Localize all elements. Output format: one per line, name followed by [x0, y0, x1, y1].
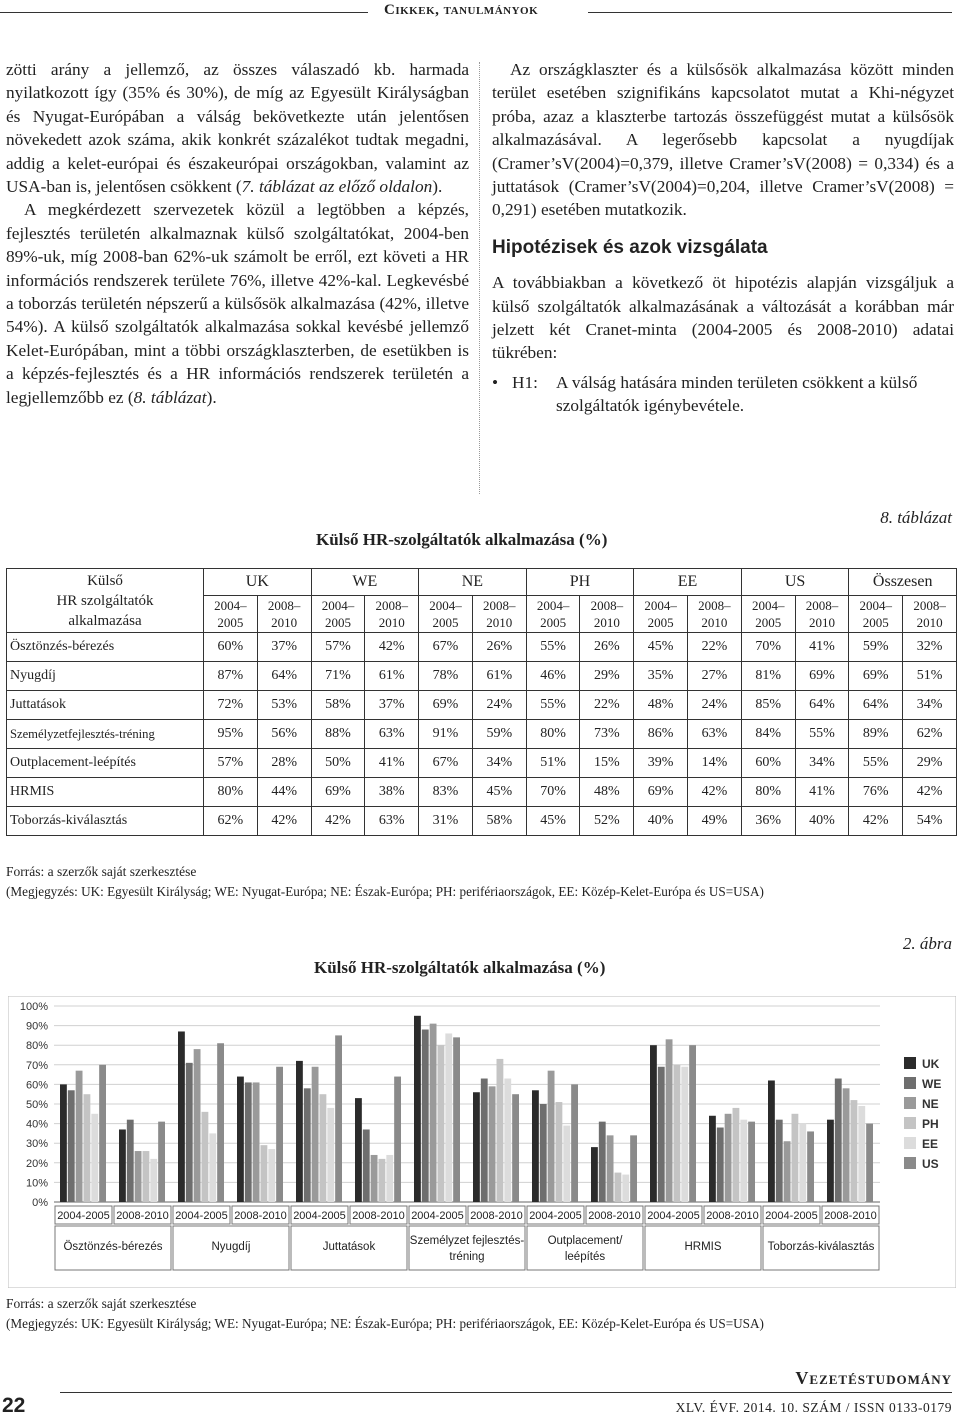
table-source: Forrás: a szerzők saját szerkesztése	[6, 864, 197, 879]
table-cell: 80%	[526, 720, 580, 749]
table-cell: 55%	[526, 691, 580, 720]
bar	[150, 1159, 157, 1202]
legend-label: UK	[922, 1057, 940, 1071]
y-tick-label: 60%	[25, 1079, 48, 1092]
table-note: (Megjegyzés: UK: Egyesült Királyság; WE: Nyugat-Európa; NE: Észak-Európa; PH: perifériaországok, EE: Közép-Kelet-Európa és US=USA)	[6, 884, 764, 899]
table-cell: 69%	[795, 662, 849, 691]
table-cell: 61%	[365, 662, 419, 691]
group-label: leépítés	[564, 1251, 606, 1263]
period-label: 2004-2005	[411, 1210, 464, 1222]
year-header: 2004– 2005	[204, 596, 258, 633]
table-corner-header: Külső HR szolgáltatók alkalmazása	[7, 569, 204, 633]
bar	[709, 1116, 716, 1202]
table-row	[7, 633, 957, 662]
table-cell: 34%	[903, 691, 957, 720]
bar	[748, 1122, 755, 1202]
bar	[237, 1077, 244, 1202]
bar	[607, 1135, 614, 1202]
bar	[776, 1120, 783, 1202]
group-label: tréning	[449, 1251, 485, 1263]
table-cell: 69%	[849, 662, 903, 691]
table-row	[7, 807, 957, 836]
table-cell: 78%	[419, 662, 473, 691]
group-label: HRMIS	[684, 1241, 722, 1253]
table-cell: 42%	[257, 807, 311, 836]
table-cell: 14%	[688, 749, 742, 778]
group-label-box	[527, 1226, 643, 1270]
table-cell: 54%	[903, 807, 957, 836]
bar	[127, 1120, 134, 1202]
bar	[135, 1151, 142, 1202]
bar	[99, 1065, 106, 1202]
year-header: 2008– 2010	[688, 596, 742, 633]
year-header: 2008– 2010	[472, 596, 526, 633]
cluster-header: US	[741, 569, 849, 596]
group-label: Juttatások	[322, 1241, 376, 1253]
cluster-header: PH	[526, 569, 634, 596]
table-cell: 84%	[741, 720, 795, 749]
legend-swatch	[904, 1157, 916, 1169]
table-cell: 48%	[580, 778, 634, 807]
section-title: Cikkek, tanulmányok	[384, 2, 539, 18]
row-label: HRMIS	[7, 778, 204, 807]
column-separator	[479, 62, 480, 494]
bar	[363, 1129, 370, 1202]
left-paragraph-2: A megkérdezett szervezetek közül a legtöbben a képzés, fejlesztés területén alkalmaznak külső szolgáltatókat, 2004-ben 89%-uk, míg 2008-ban 62%-uk számolt be erről, ezt követi a HR információs rendszerek területe 76%, illetve 42%-kal. Legkevésbé a toborzás területén népszerű a külsősök alkalmazása (42%, illetve 54%). A külső szolgáltatók alkalmazása sokkal kevésbé jellemző Kelet-Európában, mint a többi országklaszterben, de esetükben is a képzés-fejlesztés és a HR információs rendszerek területén a legjellemzőbb ez (8. táblázat).	[6, 200, 469, 407]
right-paragraph-1: Az országklaszter és a külsősök alkalmazása között minden terület esetében szignifikáns kapcsolatot mutat a Khi-négyzet próba, azaz a klaszterbe tartozás összefüggést mutat a külsősök alkalmazásával. A legerősebb kapcsolat a nyugdíjak (Cramer’sV(2004)=0,379, illetve Cramer’sV(2008) = 0,334) és a juttatások (Cramer’sV(2004)=0,204, illetve Cramer’sV(2008) = 0,291) esetében mutatkozik.	[492, 60, 954, 220]
bar	[563, 1126, 570, 1202]
table-cell: 83%	[419, 778, 473, 807]
table-cell: 69%	[634, 778, 688, 807]
bar	[268, 1149, 275, 1202]
period-label: 2004-2005	[529, 1210, 582, 1222]
group-label: Nyugdíj	[211, 1241, 251, 1253]
table-cell: 45%	[526, 807, 580, 836]
table-row	[7, 778, 957, 807]
table-cell: 41%	[795, 633, 849, 662]
section-heading: Hipotézisek és azok vizsgálata	[492, 236, 768, 258]
bar	[481, 1079, 488, 1202]
table-title: Külső HR-szolgáltatók alkalmazása (%)	[316, 530, 608, 549]
bar	[186, 1063, 193, 1202]
table-cell: 71%	[311, 662, 365, 691]
table-caption-number: 8. táblázat	[880, 508, 952, 527]
table-cell: 52%	[580, 807, 634, 836]
table-cell: 46%	[526, 662, 580, 691]
table-cell: 59%	[472, 720, 526, 749]
legend-label: EE	[922, 1137, 939, 1151]
table-cell: 55%	[795, 720, 849, 749]
table-cell: 22%	[580, 691, 634, 720]
table-cell: 55%	[849, 749, 903, 778]
bar	[650, 1045, 657, 1202]
data-table	[6, 568, 957, 836]
bar-chart	[8, 996, 956, 1288]
bar-chart-svg	[8, 996, 956, 1288]
table-cell: 50%	[311, 749, 365, 778]
bar	[827, 1120, 834, 1202]
group-label: Toborzás-kiválasztás	[767, 1241, 875, 1253]
table-cell: 56%	[257, 720, 311, 749]
y-tick-label: 0%	[32, 1197, 48, 1209]
table-cell: 34%	[472, 749, 526, 778]
left-paragraph-1: zötti arány a jellemző, az összes válaszadó kb. harmada nyilatkozott így (35% és 30%), de míg az Egyesült Királyságban és Nyugat-Európában a válság bekövetkezte után jelentősen növekedett azok száma, akik konkrét százalékot tudtak megadni, addig a kelet-európai és északeurópai országokban, valamint az USA-ban is, jelentősen csökkent (7. táblázat az előző oldalon).	[6, 60, 469, 197]
bar	[866, 1124, 873, 1202]
bar	[276, 1067, 283, 1202]
hypothesis-item	[492, 371, 954, 418]
table-cell: 37%	[365, 691, 419, 720]
footer-rule	[60, 1392, 952, 1393]
year-header: 2008– 2010	[580, 596, 634, 633]
table-cell: 89%	[849, 720, 903, 749]
table-row	[7, 662, 957, 691]
table-cell: 72%	[204, 691, 258, 720]
table-row	[7, 720, 957, 749]
bar	[422, 1030, 429, 1202]
hypothesis-list	[492, 371, 954, 418]
table-cell: 40%	[795, 807, 849, 836]
table-cell: 70%	[741, 633, 795, 662]
table-cell: 91%	[419, 720, 473, 749]
table-row	[7, 749, 957, 778]
right-paragraph-2: A továbbiakban a következő öt hipotézis alapján vizsgáljuk a külső szolgáltatók alkalmazásának a változását a korábban már jelzett két Cranet-minta (2004-2005 és 2008-2010) adatai tükrében:	[492, 273, 954, 363]
right-column	[492, 58, 954, 418]
bar	[548, 1071, 555, 1202]
period-label: 2008-2010	[706, 1210, 759, 1222]
y-tick-label: 50%	[25, 1099, 48, 1111]
bar	[202, 1112, 209, 1202]
period-label: 2004-2005	[647, 1210, 700, 1222]
table-cell: 95%	[204, 720, 258, 749]
bar	[740, 1120, 747, 1202]
year-header: 2004– 2005	[311, 596, 365, 633]
legend-label: WE	[922, 1077, 942, 1091]
bar	[304, 1088, 311, 1202]
table-cell: 42%	[311, 807, 365, 836]
table-cell: 86%	[634, 720, 688, 749]
table-cell: 80%	[741, 778, 795, 807]
bar	[504, 1079, 511, 1202]
table-cell: 48%	[634, 691, 688, 720]
bar	[296, 1061, 303, 1202]
cluster-header: NE	[419, 569, 527, 596]
bar	[540, 1104, 547, 1202]
table-cell: 42%	[849, 807, 903, 836]
table-cell: 24%	[472, 691, 526, 720]
bar	[119, 1129, 126, 1202]
table-cell: 76%	[849, 778, 903, 807]
bar	[178, 1031, 185, 1202]
table-cell: 58%	[311, 691, 365, 720]
year-header: 2008– 2010	[257, 596, 311, 633]
table-cell: 44%	[257, 778, 311, 807]
bar	[807, 1131, 814, 1202]
table-cell: 85%	[741, 691, 795, 720]
figure-title: Külső HR-szolgáltatók alkalmazása (%)	[314, 958, 606, 977]
table-cell: 24%	[688, 691, 742, 720]
bar	[394, 1077, 401, 1202]
period-label: 2004-2005	[765, 1210, 818, 1222]
table-cell: 26%	[580, 633, 634, 662]
bar	[194, 1049, 201, 1202]
bar	[799, 1124, 806, 1202]
issue-info: XLV. ÉVF. 2014. 10. SZÁM / ISSN 0133-0179	[675, 1400, 952, 1415]
bar	[858, 1106, 865, 1202]
bar	[681, 1067, 688, 1202]
table-cell: 27%	[688, 662, 742, 691]
y-tick-label: 80%	[25, 1040, 48, 1053]
table-cell: 62%	[903, 720, 957, 749]
table-cell: 55%	[526, 633, 580, 662]
table-cell: 41%	[365, 749, 419, 778]
bar	[320, 1094, 327, 1202]
table-cell: 41%	[795, 778, 849, 807]
legend-swatch	[904, 1077, 916, 1089]
bar	[512, 1094, 519, 1202]
period-label: 2004-2005	[293, 1210, 346, 1222]
year-header: 2004– 2005	[419, 596, 473, 633]
bar	[327, 1108, 334, 1202]
table-cell: 63%	[365, 720, 419, 749]
table-cell: 38%	[365, 778, 419, 807]
period-label: 2008-2010	[234, 1210, 287, 1222]
table-cell: 67%	[419, 633, 473, 662]
bar	[386, 1155, 393, 1202]
table-cell: 42%	[688, 778, 742, 807]
bar	[312, 1067, 319, 1202]
table-cell: 15%	[580, 749, 634, 778]
period-label: 2008-2010	[588, 1210, 641, 1222]
table-cell: 53%	[257, 691, 311, 720]
bar	[217, 1043, 224, 1202]
table-cell: 63%	[688, 720, 742, 749]
bar	[430, 1024, 437, 1202]
bar	[733, 1108, 740, 1202]
bar	[768, 1080, 775, 1202]
year-header: 2004– 2005	[741, 596, 795, 633]
table-cell: 57%	[204, 749, 258, 778]
bar	[717, 1128, 724, 1202]
table-cell: 35%	[634, 662, 688, 691]
y-tick-label: 100%	[19, 1001, 48, 1013]
table-cell: 45%	[472, 778, 526, 807]
header-rule-left	[0, 12, 368, 13]
table-cell: 22%	[688, 633, 742, 662]
table-cell: 42%	[903, 778, 957, 807]
bar	[497, 1059, 504, 1202]
bar	[158, 1122, 165, 1202]
group-label: Ösztönzés-bérezés	[63, 1241, 163, 1253]
bar	[851, 1100, 858, 1202]
group-label-box	[409, 1226, 525, 1270]
bar	[725, 1114, 732, 1202]
bar	[599, 1122, 606, 1202]
table-cell: 61%	[472, 662, 526, 691]
row-label: Nyugdíj	[7, 662, 204, 691]
bar	[666, 1039, 673, 1202]
period-label: 2004-2005	[175, 1210, 228, 1222]
period-label: 2008-2010	[824, 1210, 877, 1222]
bar	[615, 1173, 622, 1202]
figure-note: (Megjegyzés: UK: Egyesült Királyság; WE: Nyugat-Európa; NE: Észak-Európa; PH: perifériaországok, EE: Közép-Kelet-Európa és US=USA)	[6, 1316, 764, 1331]
cluster-header: UK	[204, 569, 312, 596]
table-cell: 29%	[903, 749, 957, 778]
table-cell: 39%	[634, 749, 688, 778]
table-cell: 40%	[634, 807, 688, 836]
year-header: 2004– 2005	[634, 596, 688, 633]
table-cell: 51%	[526, 749, 580, 778]
table-cell: 32%	[903, 633, 957, 662]
table-cell: 31%	[419, 807, 473, 836]
bar	[355, 1098, 362, 1202]
bar	[556, 1102, 563, 1202]
year-header: 2008– 2010	[795, 596, 849, 633]
year-header: 2008– 2010	[365, 596, 419, 633]
y-tick-label: 40%	[25, 1118, 48, 1131]
year-header: 2004– 2005	[849, 596, 903, 633]
legend-label: US	[922, 1157, 939, 1171]
bar	[68, 1090, 75, 1202]
table-cell: 88%	[311, 720, 365, 749]
bar	[371, 1155, 378, 1202]
group-label: Outplacement/	[547, 1235, 623, 1247]
table-reference: 7. táblázat az előző oldalon	[241, 177, 433, 197]
bar	[843, 1088, 850, 1202]
legend-label: NE	[922, 1097, 939, 1111]
cluster-header: EE	[634, 569, 742, 596]
table-cell: 29%	[580, 662, 634, 691]
row-label: Személyzetfejlesztés-tréning	[7, 720, 204, 749]
bar	[76, 1071, 83, 1202]
figure-source: Forrás: a szerzők saját szerkesztése	[6, 1296, 197, 1311]
table-cell: 28%	[257, 749, 311, 778]
bar	[335, 1035, 342, 1202]
bar	[379, 1159, 386, 1202]
legend-swatch	[904, 1057, 916, 1069]
y-tick-label: 90%	[25, 1020, 48, 1033]
bar	[60, 1084, 67, 1202]
table-cell: 73%	[580, 720, 634, 749]
table-cell: 60%	[204, 633, 258, 662]
table-cell: 59%	[849, 633, 903, 662]
bar	[792, 1114, 799, 1202]
table-cell: 45%	[634, 633, 688, 662]
table-cell: 63%	[365, 807, 419, 836]
y-tick-label: 30%	[25, 1138, 48, 1151]
bar	[414, 1016, 421, 1202]
bar	[143, 1151, 150, 1202]
table-cell: 57%	[311, 633, 365, 662]
table-cell: 42%	[365, 633, 419, 662]
y-tick-label: 20%	[25, 1157, 48, 1170]
group-label: Személyzet fejlesztés-	[409, 1235, 525, 1247]
period-label: 2008-2010	[116, 1210, 169, 1222]
period-label: 2008-2010	[352, 1210, 405, 1222]
year-header: 2008– 2010	[903, 596, 957, 633]
figure-caption-number: 2. ábra	[902, 934, 952, 953]
cluster-header: WE	[311, 569, 419, 596]
table-cell: 34%	[795, 749, 849, 778]
table-cell: 80%	[204, 778, 258, 807]
table-cell: 36%	[741, 807, 795, 836]
table-cell: 62%	[204, 807, 258, 836]
bar	[261, 1145, 268, 1202]
bar	[253, 1082, 260, 1202]
bar	[473, 1092, 480, 1202]
period-label: 2008-2010	[470, 1210, 523, 1222]
table-cell: 67%	[419, 749, 473, 778]
legend-label: PH	[922, 1117, 939, 1131]
table-cell: 26%	[472, 633, 526, 662]
period-label: 2004-2005	[57, 1210, 110, 1222]
left-column	[6, 58, 469, 409]
legend-swatch	[904, 1117, 916, 1129]
table-cell: 70%	[526, 778, 580, 807]
bar	[532, 1090, 539, 1202]
bar	[622, 1175, 629, 1202]
bar	[658, 1067, 665, 1202]
table-cell: 58%	[472, 807, 526, 836]
table-cell: 64%	[257, 662, 311, 691]
row-label: Outplacement-leépítés	[7, 749, 204, 778]
cluster-header: Összesen	[849, 569, 957, 596]
bar	[445, 1033, 452, 1202]
table-cell: 69%	[419, 691, 473, 720]
table-cell: 51%	[903, 662, 957, 691]
journal-brand: Vezetéstudomány	[795, 1368, 952, 1388]
bullet-icon: •	[492, 372, 499, 392]
bar	[245, 1082, 252, 1202]
y-tick-label: 10%	[25, 1177, 48, 1190]
bar	[630, 1135, 637, 1202]
hypothesis-text: A válság hatására minden területen csökkent a külső szolgáltatók igénybevétele.	[556, 372, 918, 416]
header-rule-right	[588, 12, 952, 13]
table-cell: 37%	[257, 633, 311, 662]
bar	[689, 1045, 696, 1202]
table-row	[7, 691, 957, 720]
hypothesis-tag: H1:	[512, 372, 538, 392]
bar	[84, 1094, 91, 1202]
bar	[91, 1114, 98, 1202]
y-tick-label: 70%	[25, 1059, 48, 1072]
bar	[489, 1086, 496, 1202]
page-number: 22	[2, 1394, 26, 1417]
legend-swatch	[904, 1097, 916, 1109]
row-label: Ösztönzés-bérezés	[7, 633, 204, 662]
bar	[835, 1079, 842, 1202]
bar	[209, 1133, 216, 1202]
row-label: Toborzás-kiválasztás	[7, 807, 204, 836]
table-reference: 8. táblázat	[133, 387, 207, 407]
table-cell: 64%	[795, 691, 849, 720]
bar	[674, 1065, 681, 1202]
table-cell: 81%	[741, 662, 795, 691]
bar	[438, 1045, 445, 1202]
bar	[784, 1141, 791, 1202]
year-header: 2004– 2005	[526, 596, 580, 633]
table-cell: 49%	[688, 807, 742, 836]
table-cell: 64%	[849, 691, 903, 720]
table-cell: 87%	[204, 662, 258, 691]
bar	[591, 1147, 598, 1202]
bar	[571, 1084, 578, 1202]
row-label: Juttatások	[7, 691, 204, 720]
bar	[453, 1037, 460, 1202]
legend-swatch	[904, 1137, 916, 1149]
table-cell: 60%	[741, 749, 795, 778]
table-cell: 69%	[311, 778, 365, 807]
